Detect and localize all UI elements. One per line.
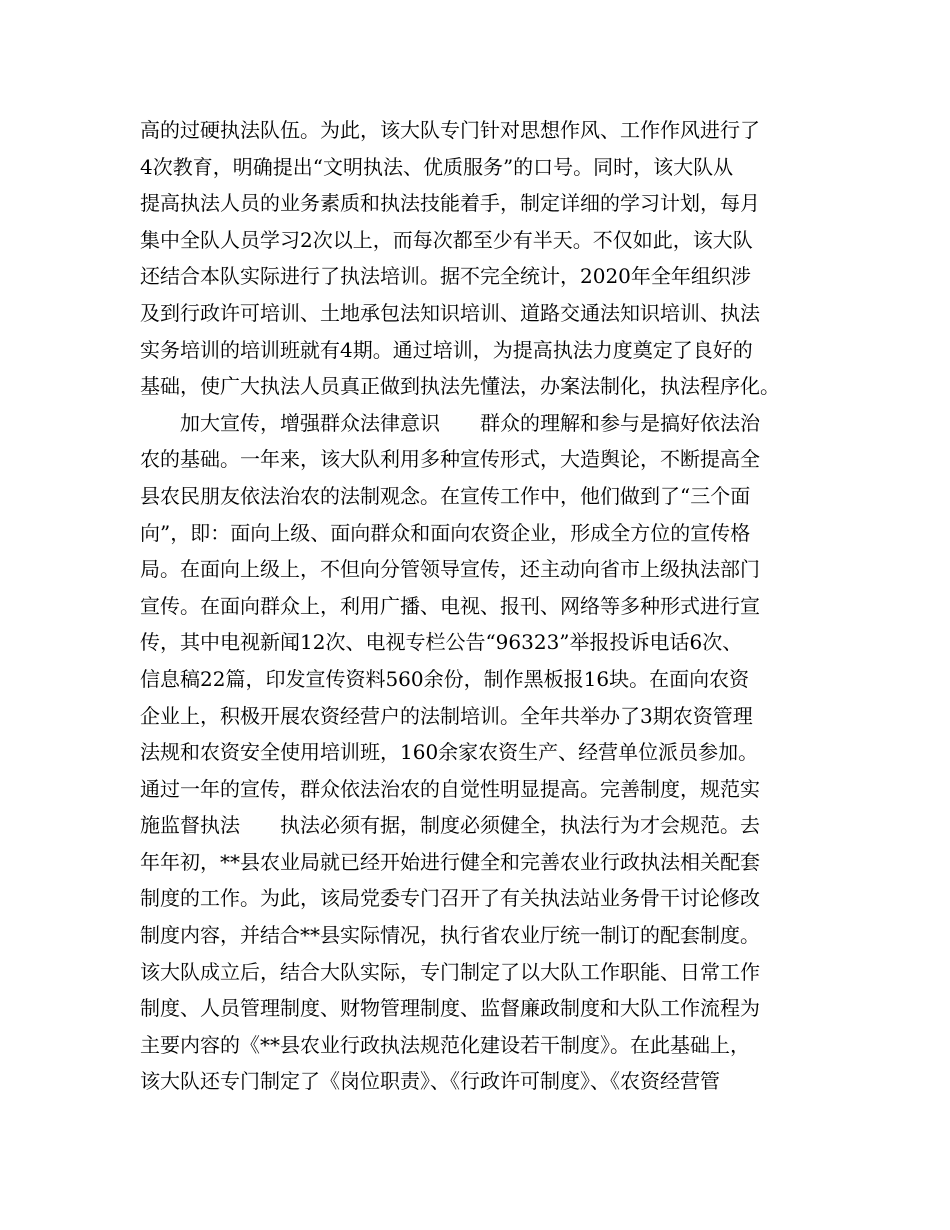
text-line: 施监督执法 执法必须有据，制度必须健全，执法行为才会规范。去: [140, 813, 760, 838]
text-line: 4次教育，明确提出“文明执法、优质服务”的口号。同时，该大队从: [140, 154, 734, 179]
text-line: 局。在面向上级上，不但向分管领导宣传，还主动向省市上级执法部门: [140, 557, 760, 582]
text-line: 该大队还专门制定了《岗位职责》、《行政许可制度》、《农资经营管: [140, 1069, 720, 1094]
text-line: 信息稿22篇，印发宣传资料560余份，制作黑板报16块。在面向农资: [140, 666, 750, 691]
text-line: 实务培训的培训班就有4期。通过培训，为提高执法力度奠定了良好的: [140, 337, 753, 362]
text-line: 基础，使广大执法人员真正做到执法先懂法，办案法制化，执法程序化。: [140, 374, 780, 399]
text-line: 法规和农资安全使用培训班，160余家农资生产、经营单位派员参加。: [140, 740, 759, 765]
text-line: 主要内容的《**县农业行政执法规范化建设若干制度》。在此基础上，: [140, 1032, 750, 1057]
text-line: 传，其中电视新闻12次、电视专栏公告“96323”举报投诉电话6次、: [140, 630, 743, 655]
text-line: 企业上，积极开展农资经营户的法制培训。全年共举办了3期农资管理: [140, 703, 753, 728]
document-body: [140, 112, 830, 1100]
text-line: 集中全队人员学习2次以上，而每次都至少有半天。不仅如此，该大队: [140, 227, 753, 252]
paragraph-heading-line: 加大宣传，增强群众法律意识 群众的理解和参与是搞好依法治: [180, 410, 760, 435]
text-line: 县农民朋友依法治农的法制观念。在宣传工作中，他们做到了“三个面: [140, 483, 751, 508]
text-line: 高的过硬执法队伍。为此，该大队专门针对思想作风、工作作风进行了: [140, 118, 760, 142]
text-line: 该大队成立后，结合大队实际，专门制定了以大队工作职能、日常工作: [140, 959, 760, 984]
text-line: 向”，即：面向上级、面向群众和面向农资企业，形成全方位的宣传格: [140, 520, 751, 545]
text-line: 及到行政许可培训、土地承包法知识培训、道路交通法知识培训、执法: [140, 300, 760, 325]
text-line: 农的基础。一年来，该大队利用多种宣传形式，大造舆论，不断提高全: [140, 447, 760, 472]
text-line: 制度内容，并结合**县实际情况，执行省农业厅统一制订的配套制度。: [140, 923, 760, 948]
text-line: 还结合本队实际进行了执法培训。据不完全统计，2020年全年组织涉: [140, 264, 751, 289]
text-line: 宣传。在面向群众上，利用广播、电视、报刊、网络等多种形式进行宣: [140, 593, 760, 618]
text-line: 提高执法人员的业务素质和执法技能着手，制定详细的学习计划，每月: [140, 191, 760, 216]
text-line: 通过一年的宣传，群众依法治农的自觉性明显提高。完善制度，规范实: [140, 776, 760, 801]
text-line: 年年初，**县农业局就已经开始进行健全和完善农业行政执法相关配套: [140, 849, 760, 874]
text-line: 制度、人员管理制度、财物管理制度、监督廉政制度和大队工作流程为: [140, 996, 760, 1021]
text-line: 制度的工作。为此，该局党委专门召开了有关执法站业务骨干讨论修改: [140, 886, 760, 911]
